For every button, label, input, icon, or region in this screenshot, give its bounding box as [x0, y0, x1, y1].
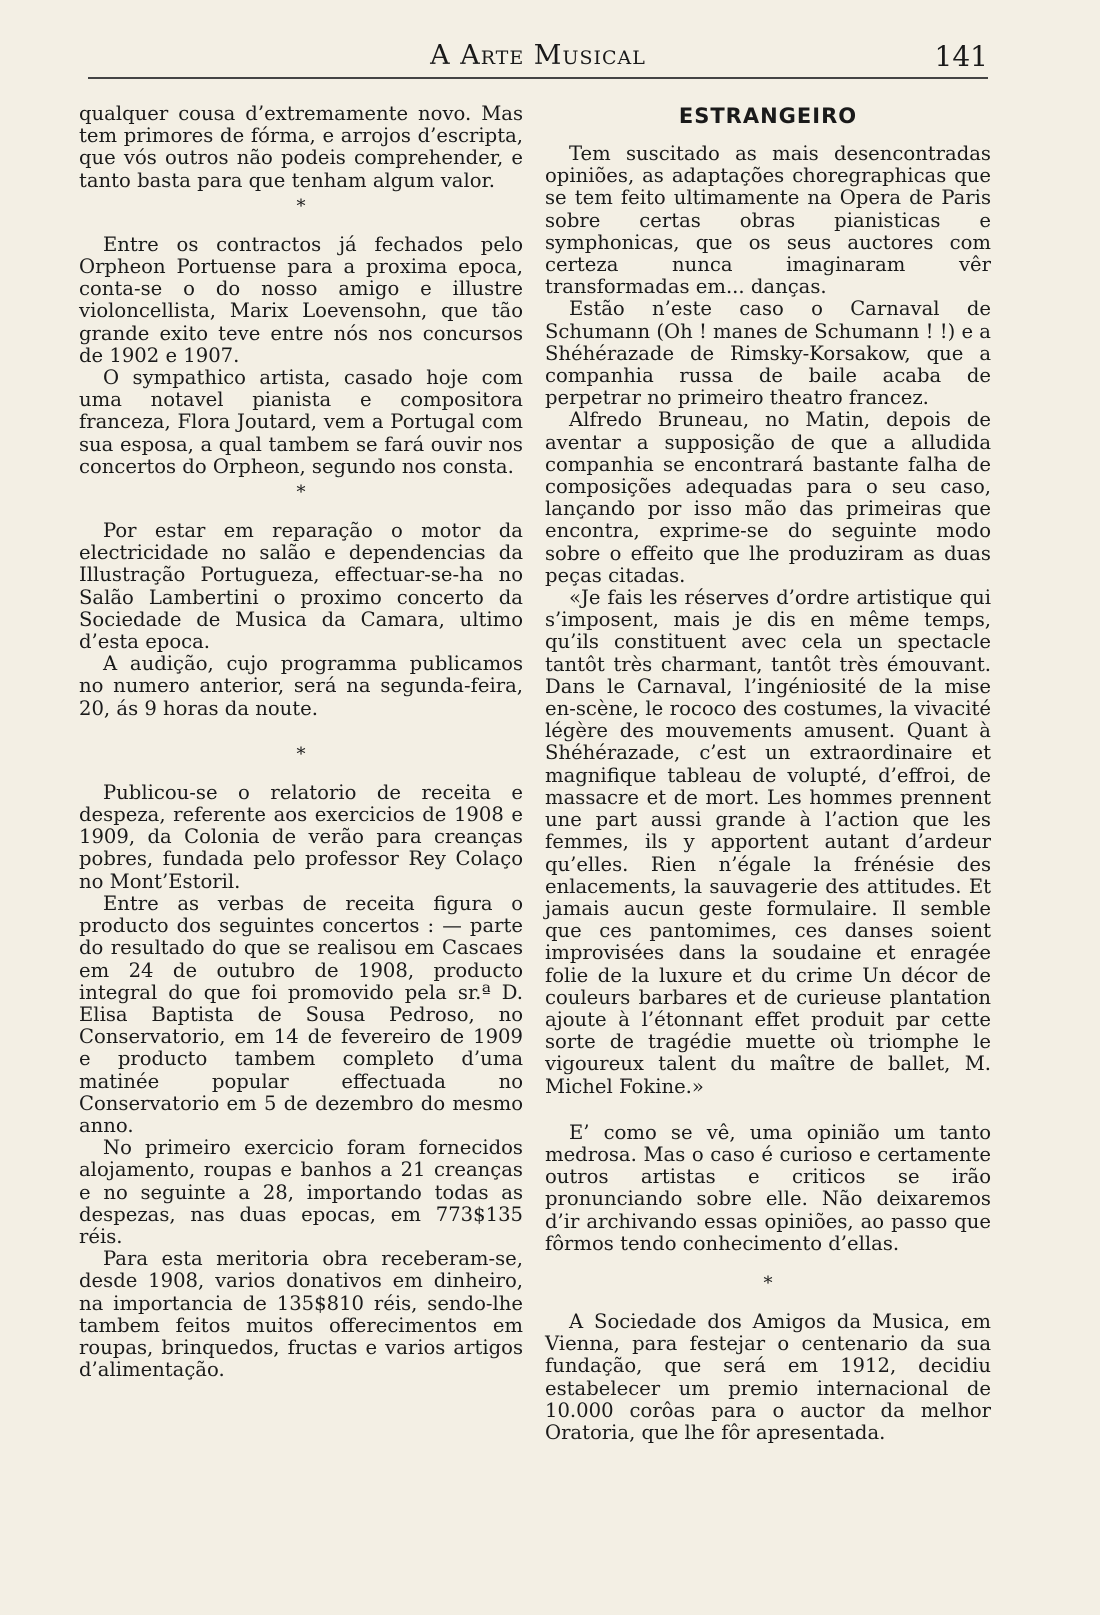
right-column [545, 103, 991, 1444]
left-paragraph-6: Publicou-se o relatorio de receita e despeza, referente aos exercicios de 1908 e 1909, da Colonia de verão para creanças pobres, fundada pelo professor Rey Colaço no Mont’Estoril. [79, 780, 523, 893]
right-paragraph-3: Alfredo Bruneau, no Matin, depois de aventar a supposição de que a alludida companhia se encontrará bastante falha de composições adequadas para o seu caso, lançando por isso mão das primeiras que encontra, exprime-se do seguinte modo sobre o effeito que lhe produziram as duas peças citadas. [545, 408, 991, 587]
left-paragraph-2: Entre os contractos já fechados pelo Orpheon Portuense para a proxima epoca, conta-se o do nosso amigo e illustre violoncellista, Marix Loevensohn, que tão grande exito teve entre nós nos concursos de 1902 e 1907. [79, 232, 523, 367]
separator-star-1: * [296, 195, 306, 217]
left-paragraph-7: Entre as verbas de receita figura o producto dos seguintes concertos : — parte do resultado do que se realisou em Cascaes em 24 de outubro de 1908, producto integral do que foi promovido pela sr.ª D. Elisa Baptista de Sousa Pedroso, no Conservatorio, em 14 de fevereiro de 1909 e producto tambem completo d’uma matinée popular effectuada no Conservatorio em 5 de dezembro do mesmo anno. [79, 891, 523, 1137]
left-paragraph-1: qualquer cousa d’extremamente novo. Mas tem primores de fórma, e arrojos d’escripta, que vós outros não podeis comprehender, e tanto basta para que tenham algum valor. [79, 102, 523, 192]
left-column [79, 103, 523, 1381]
page-header [88, 30, 988, 78]
header-rule [88, 77, 988, 79]
separator-star-right: * [763, 1272, 773, 1294]
page-number: 141 [934, 40, 988, 73]
journal-title: A Arte Musical [430, 40, 646, 71]
left-paragraph-8: No primeiro exercicio foram fornecidos alojamento, roupas e banhos a 21 creanças e no seguinte a 28, importando todas as despezas, nas duas epocas, em 773$135 réis. [79, 1136, 523, 1248]
left-paragraph-4: Por estar em reparação o motor da electricidade no salão e dependencias da Illustração Portugueza, effectuar-se-ha no Salão Lambertini o proximo concerto da Sociedade de Musica da Camara, ultimo d’esta epoca. [79, 519, 523, 654]
right-paragraph-5: A Sociedade dos Amigos da Musica, em Vienna, para festejar o centenario da sua fundação, que será em 1912, decidiu estabelecer um premio internacional de 10.000 corôas para o auctor da melhor Oratoria, que lhe fôr apresentada. [545, 1309, 991, 1444]
left-paragraph-3: O sympathico artista, casado hoje com uma notavel pianista e compositora franceza, Flora Joutard, vem a Portugal com sua esposa, a qual tambem se fará ouvir nos concertos do Orpheon, segundo nos consta. [79, 366, 523, 478]
french-quote: «Je fais les réserves d’ordre artistique qui s’imposent, mais je dis en même temps, qu’ils constituent avec cela un spectacle tantôt très charmant, tantôt très émouvant. Dans le Carnaval, l’ingéniosité de la mise en-scène, le rococo des costumes, la vivacité légère des mouvements amusent. Quant à Shéhérazade, c’est un extraordinaire et magnifique tableau de volupté, d’effroi, de massacre et de mort. Les hommes prennent une part aussi grande à l’action que les femmes, ils y apportent autant d’ardeur qu’elles. Rien n’égale la frénésie des enlacements, la sauvagerie des attitudes. Et jamais aucun geste formulaire. Il semble que ces pantomimes, ces danses soient improvisées dans la soudaine et enragée folie de la luxure et du crime Un décor de couleurs barbares et de curieuse plantation ajoute à l’étonnant effet produit par cette sorte de tragédie muette où triomphe le vigoureux talent du maître de ballet, M. Michel Fokine.» [545, 586, 991, 1098]
right-paragraph-2: Estão n’este caso o Carnaval de Schumann (Oh ! manes de Schumann ! !) e a Shéhérazade de Rimsky-Korsakow, que a companhia russa de baile acaba de perpetrar no primeiro theatro francez. [545, 297, 991, 410]
separator-star-3: * [296, 743, 306, 765]
separator-star-2: * [296, 482, 306, 504]
right-paragraph-4: E’ como se vê, uma opinião um tanto medrosa. Mas o caso é curioso e certamente outros artistas e criticos se irão pronunciando sobre elle. Não deixaremos d’ir archivando essas opiniões, ao passo que fôrmos tendo conhecimento d’ellas. [545, 1120, 991, 1255]
right-paragraph-1: Tem suscitado as mais desencontradas opiniões, as adaptações choregraphicas que se tem feito ultimamente na Opera de Paris sobre certas obras pianisticas e symphonicas, que os seus auctores com certeza nunca imaginaram vêr transformadas em... danças. [545, 142, 991, 299]
section-title-estrangeiro: ESTRANGEIRO [678, 104, 858, 128]
left-paragraph-5: A audição, cujo programma publicamos no numero anterior, será na segunda-feira, 20, ás 9 horas da noute. [79, 652, 523, 720]
left-paragraph-9: Para esta meritoria obra receberam-se, desde 1908, varios donativos em dinheiro, na importancia de 135$810 réis, sendo-lhe tambem feitos muitos offerecimentos em roupas, brinquedos, fructas e varios artigos d’alimentação. [79, 1247, 523, 1382]
